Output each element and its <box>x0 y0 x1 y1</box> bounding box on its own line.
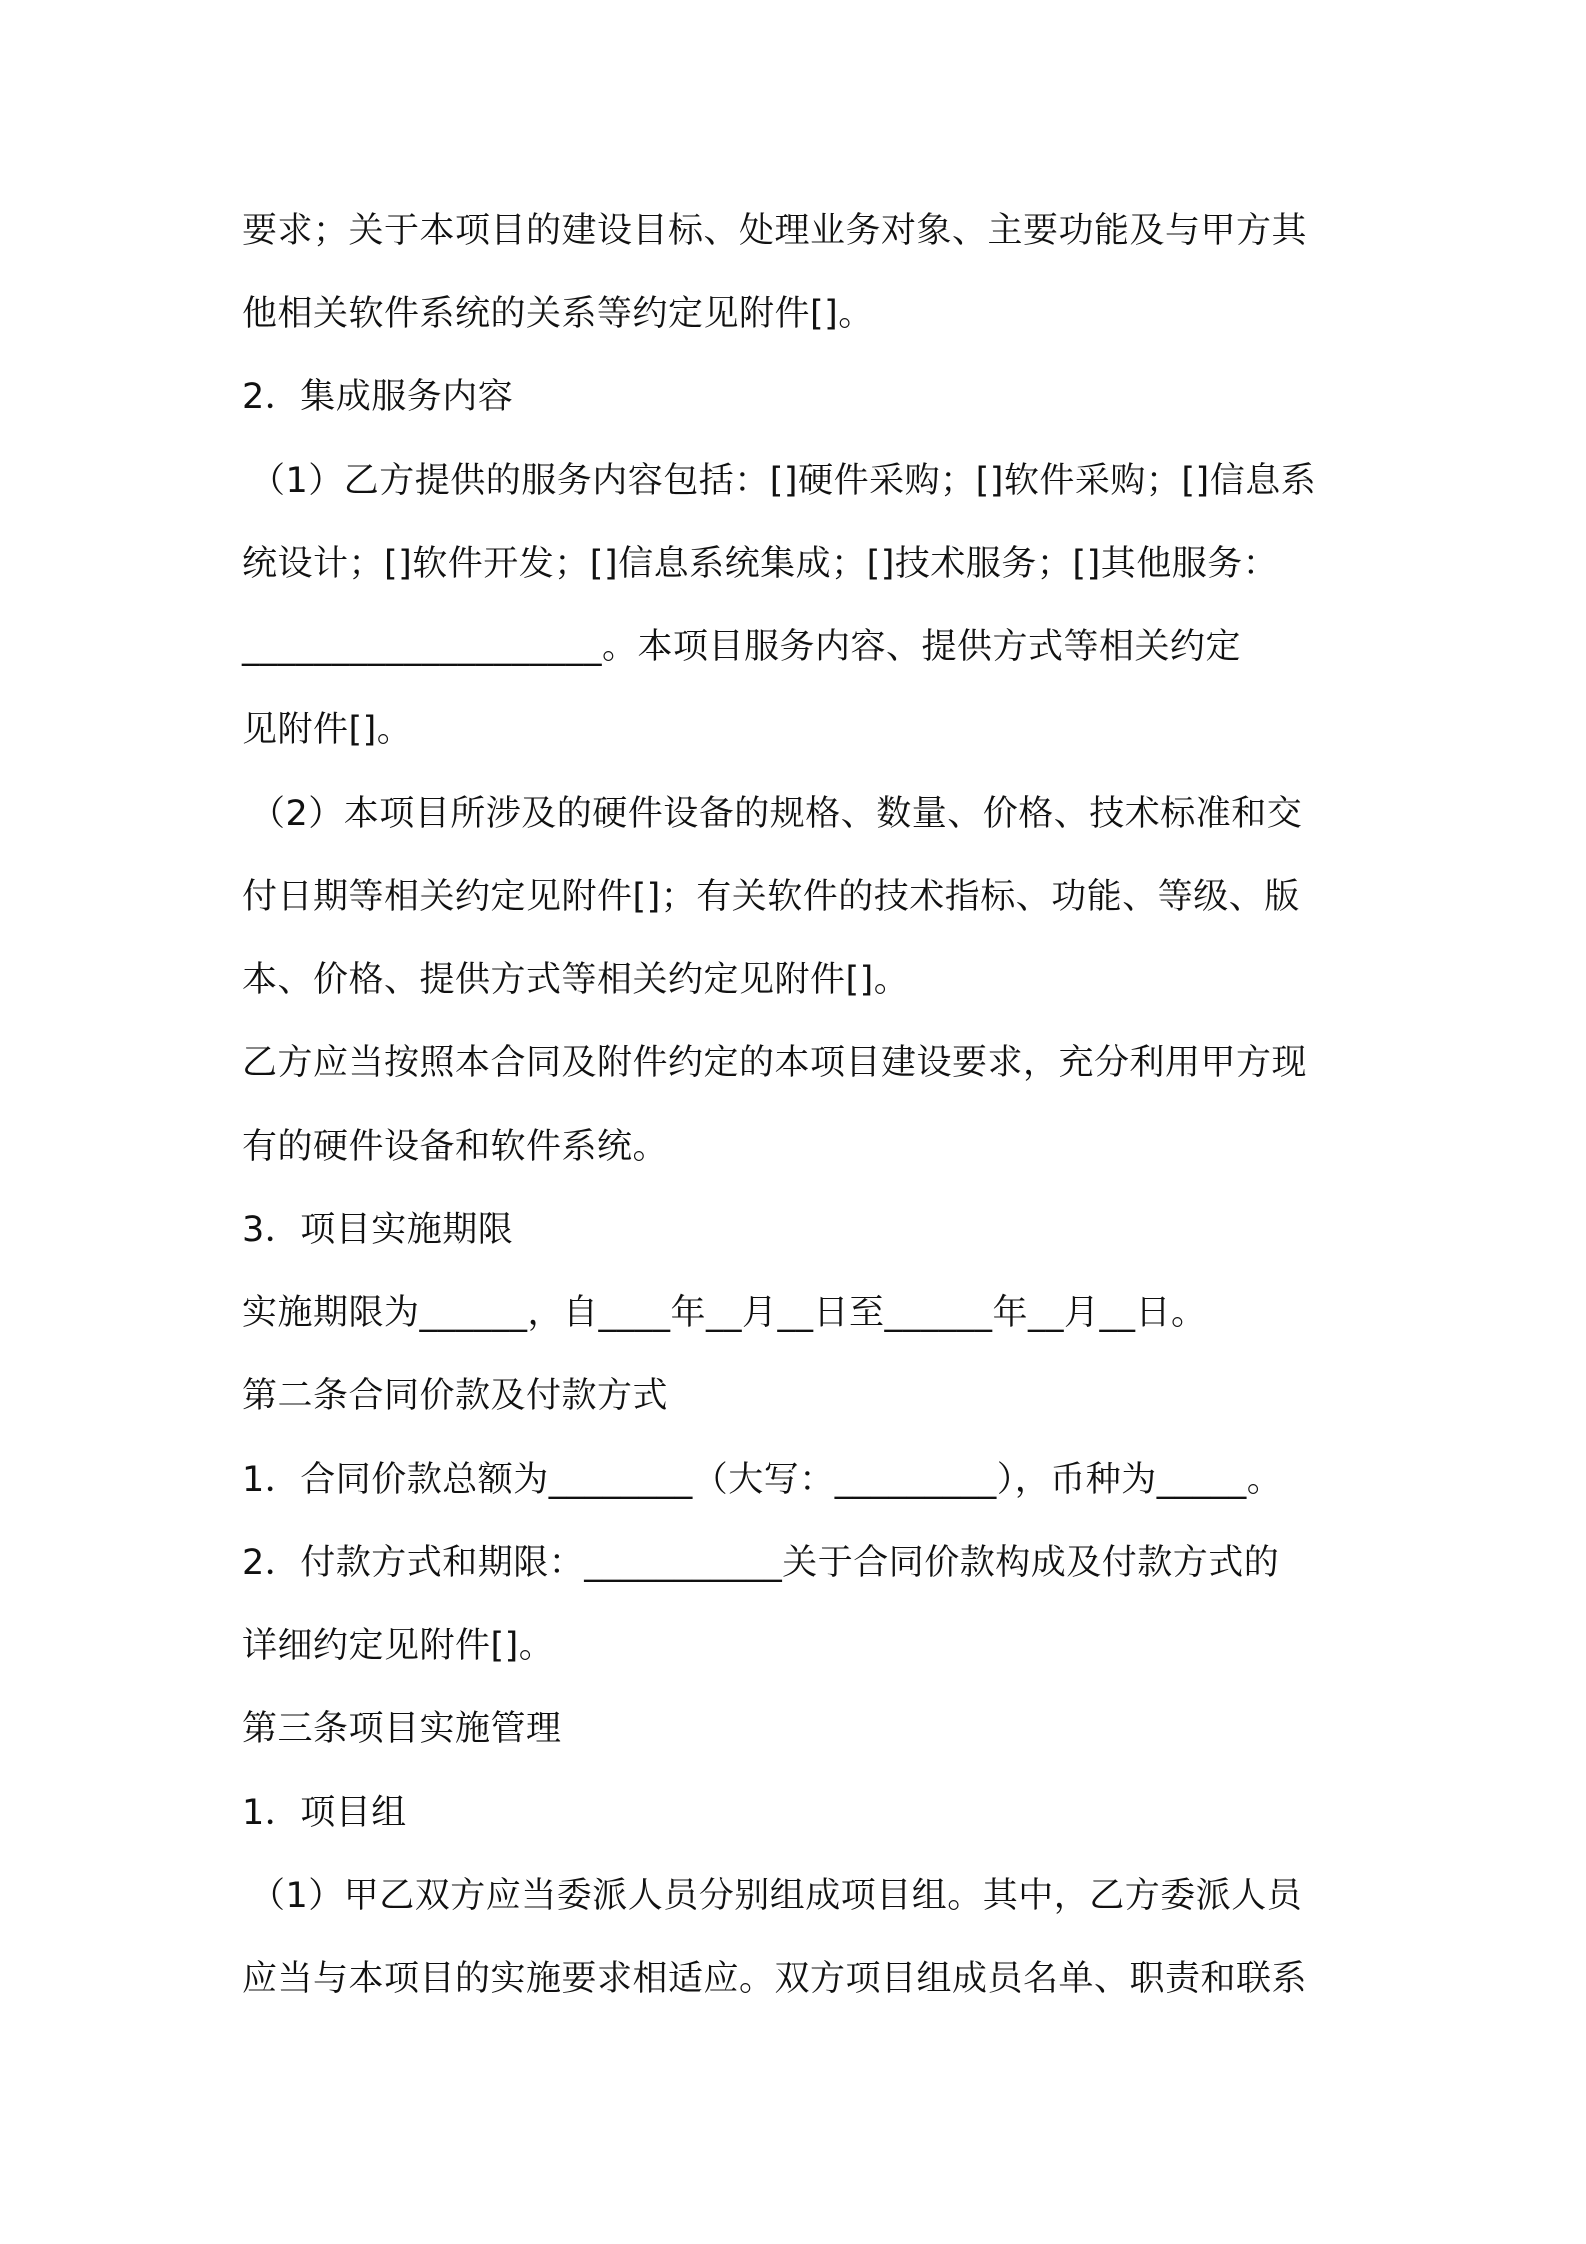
text-line: 要求；关于本项目的建设目标、处理业务对象、主要功能及与甲方其 <box>242 211 1308 251</box>
text-line: （1）乙方提供的服务内容包括：[]硬件采购；[]软件采购；[]信息系 <box>250 461 1317 501</box>
text-line: 他相关软件系统的关系等约定见附件[]。 <box>242 294 874 334</box>
text-line: 乙方应当按照本合同及附件约定的本项目建设要求，充分利用甲方现 <box>242 1043 1308 1083</box>
text-line: 1．合同价款总额为________（大写：_________），币种为_____。 <box>242 1460 1283 1500</box>
article-heading: 第二条合同价款及付款方式 <box>242 1376 669 1416</box>
text-line: 2．付款方式和期限：___________关于合同价款构成及付款方式的 <box>242 1543 1280 1583</box>
text-line: （2）本项目所涉及的硬件设备的规格、数量、价格、技术标准和交 <box>250 794 1303 834</box>
article-heading: 第三条项目实施管理 <box>242 1709 562 1749</box>
text-line: 统设计；[]软件开发；[]信息系统集成；[]技术服务；[]其他服务： <box>242 544 1279 584</box>
text-line: 有的硬件设备和软件系统。 <box>242 1127 669 1167</box>
text-line: 见附件[]。 <box>242 710 413 750</box>
text-line: （1）甲乙双方应当委派人员分别组成项目组。其中，乙方委派人员 <box>250 1876 1303 1916</box>
text-line: 本、价格、提供方式等相关约定见附件[]。 <box>242 960 910 1000</box>
text-line: 应当与本项目的实施要求相适应。双方项目组成员名单、职责和联系 <box>242 1959 1308 1999</box>
text-line: ____________________。本项目服务内容、提供方式等相关约定 <box>242 627 1242 667</box>
text-line: 详细约定见附件[]。 <box>242 1626 555 1666</box>
section-heading: 2．集成服务内容 <box>242 377 514 417</box>
text-line: 实施期限为______，自____年__月__日至______年__月__日。 <box>242 1293 1207 1333</box>
text-line: 付日期等相关约定见附件[]；有关软件的技术指标、功能、等级、版 <box>242 877 1300 917</box>
section-heading: 1．项目组 <box>242 1793 407 1833</box>
section-heading: 3．项目实施期限 <box>242 1210 514 1250</box>
